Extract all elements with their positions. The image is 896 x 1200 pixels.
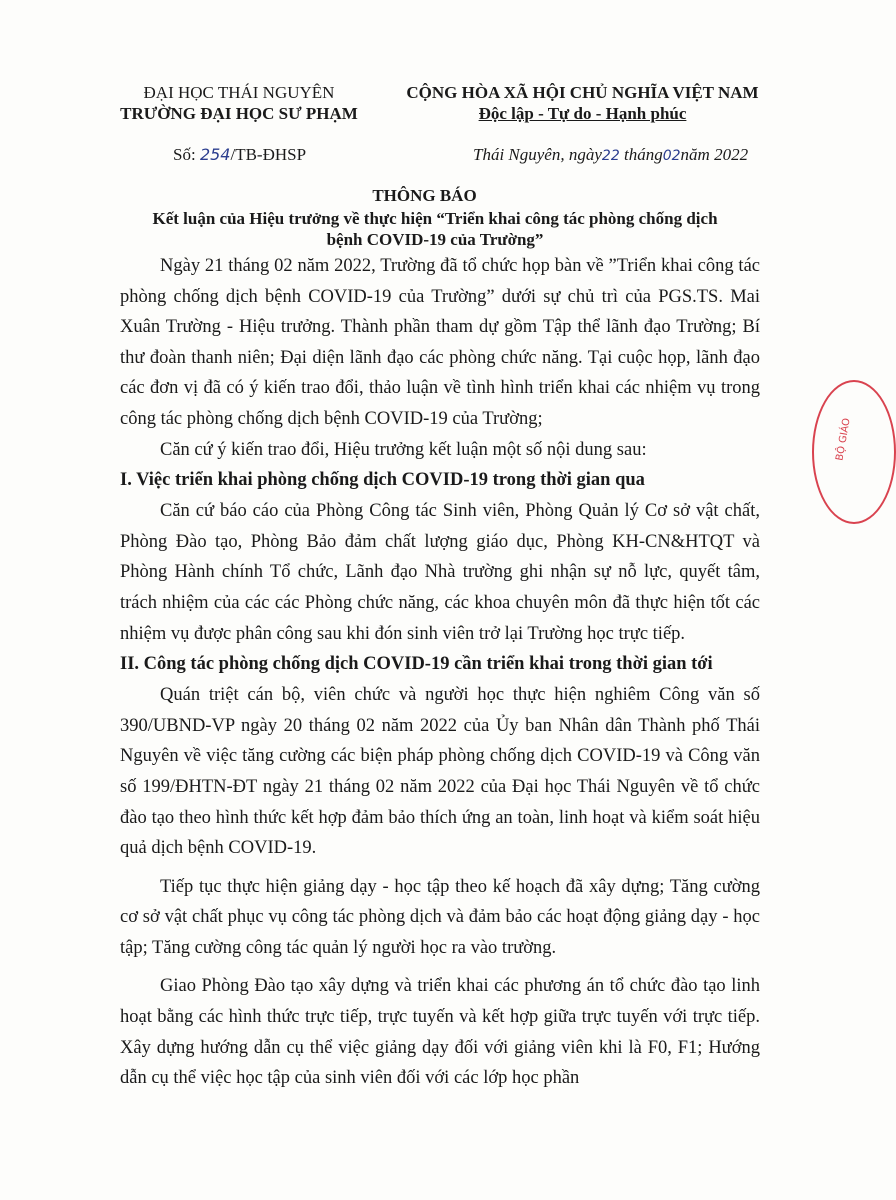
- section-heading: I. Việc triển khai phòng chống dịch COVID-19 trong thời gian qua: [120, 470, 645, 491]
- handwritten-month: 02: [662, 148, 681, 164]
- section-heading: II. Công tác phòng chống dịch COVID-19 cần triển khai trong thời gian tới: [120, 654, 713, 675]
- handwritten-number: 254: [199, 145, 231, 164]
- document-number: Số: 254/TB-ĐHSP: [173, 145, 307, 164]
- paragraph: Căn cứ ý kiến trao đổi, Hiệu trưởng kết luận một số nội dung sau:: [160, 439, 647, 460]
- org-name: TRƯỜNG ĐẠI HỌC SƯ PHẠM: [120, 104, 358, 123]
- document-subtitle: Kết luận của Hiệu trưởng về thực hiện “Triển khai công tác phòng chống dịch bệnh COVID-19 của Trường”: [152, 209, 718, 249]
- document-date: Thái Nguyên, ngày22 tháng02năm 2022: [473, 145, 749, 164]
- handwritten-day: 22: [601, 148, 620, 164]
- paragraph: Căn cứ báo cáo của Phòng Công tác Sinh viên, Phòng Quản lý Cơ sở vật chất, Phòng Đào tạo, Phòng Bảo đảm chất lượng giáo dục, Phòng KH-CN&HTQT và Phòng Hành chính Tổ chức, Lãnh đạo Nhà trường ghi nhận sự nỗ lực, quyết tâm, trách nhiệm của các các Phòng chức năng, các khoa chuyên môn đã thực hiện tốt các nhiệm vụ được phân công sau khi đón sinh viên trở lại Trường học trực tiếp.: [120, 501, 760, 644]
- paragraph: Ngày 21 tháng 02 năm 2022, Trường đã tổ chức họp bàn về ”Triển khai công tác phòng chống dịch bệnh COVID-19 của Trường” dưới sự chủ trì của PGS.TS. Mai Xuân Trường - Hiệu trưởng. Thành phần tham dự gồm Tập thể lãnh đạo Trường; Bí thư đoàn thanh niên; Đại diện lãnh đạo các phòng chức năng. Tại cuộc họp, lãnh đạo các đơn vị đã có ý kiến trao đổi, thảo luận về tình hình triển khai các nhiệm vụ trong công tác phòng chống dịch bệnh COVID-19 của Trường;: [120, 256, 760, 429]
- paragraph: Giao Phòng Đào tạo xây dựng và triển khai các phương án tổ chức đào tạo linh hoạt bằng các hình thức trực tiếp, trực tuyến và kết hợp giữa trực tuyến với trực tiếp. Xây dựng hướng dẫn cụ thể việc giảng dạy đối với giảng viên khi là F0, F1; Hướng dẫn cụ thể việc học tập của sinh viên đối với các lớp học phần: [120, 976, 760, 1089]
- country-name: CỘNG HÒA XÃ HỘI CHỦ NGHĨA VIỆT NAM: [406, 83, 759, 102]
- parent-org: ĐẠI HỌC THÁI NGUYÊN: [143, 83, 335, 102]
- paragraph: Quán triệt cán bộ, viên chức và người học thực hiện nghiêm Công văn số 390/UBND-VP ngày 20 tháng 02 năm 2022 của Ủy ban Nhân dân Thành phố Thái Nguyên về việc tăng cường các biện pháp phòng chống dịch COVID-19 và Công văn số 199/ĐHTN-ĐT ngày 21 tháng 02 năm 2022 của Đại học Thái Nguyên về tổ chức đào tạo theo hình thức kết hợp đảm bảo thích ứng an toàn, linh hoạt và kiểm soát hiệu quả dịch bệnh COVID-19.: [120, 685, 760, 859]
- paragraph: Tiếp tục thực hiện giảng dạy - học tập theo kế hoạch đã xây dựng; Tăng cường cơ sở vật chất phục vụ công tác phòng dịch và đảm bảo các hoạt động giảng dạy - học tập; Tăng cường công tác quản lý người học ra vào trường.: [120, 876, 760, 958]
- document-body: [120, 251, 760, 1094]
- national-motto: [360, 82, 805, 124]
- red-seal-stamp: BỘ GIÁO: [812, 380, 896, 524]
- motto: Độc lập - Tự do - Hạnh phúc: [478, 104, 687, 123]
- document-title: THÔNG BÁO: [372, 186, 477, 205]
- issuing-organization: [108, 82, 370, 124]
